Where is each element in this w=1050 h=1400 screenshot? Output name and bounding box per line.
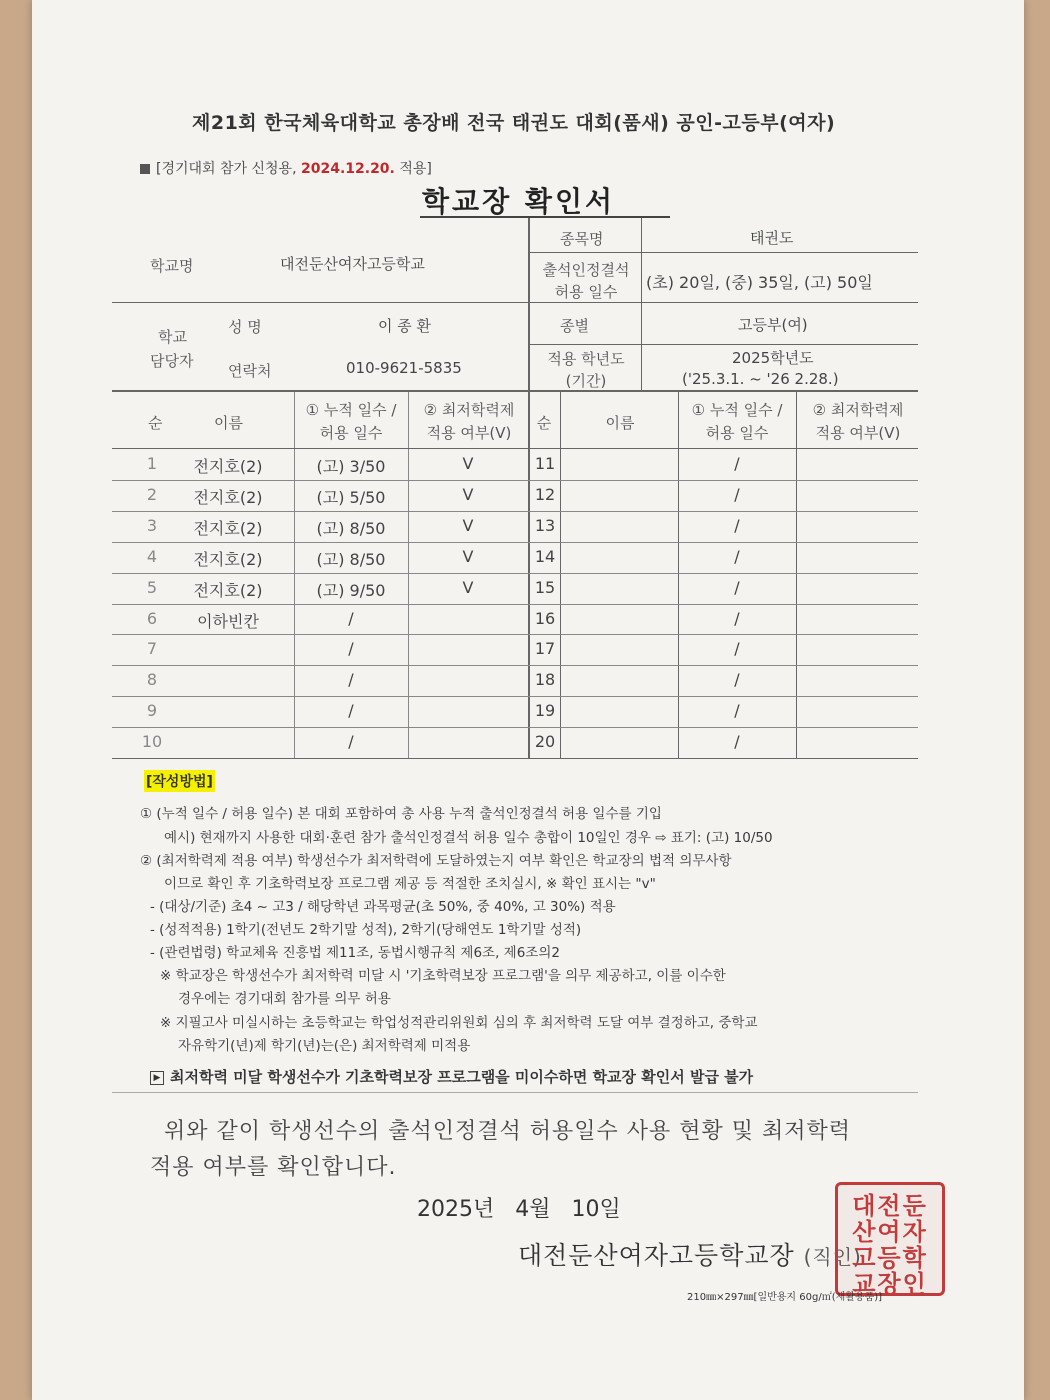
row-number: 6 xyxy=(146,609,158,628)
row-number: 5 xyxy=(146,578,158,597)
header-days-right-2: 허용 일수 xyxy=(705,424,769,442)
cumulative-days: / xyxy=(734,578,740,597)
instruction-line-8: ※ 학교장은 학생선수가 최저학력 미달 시 '기초학력보장 프로그램'을 의무 제공하고, 이를 이수한 xyxy=(160,968,726,984)
cumulative-days: / xyxy=(734,454,740,473)
staff-label-1: 학교 xyxy=(158,328,187,346)
row-number: 12 xyxy=(534,485,556,504)
name-value: 이 종 환 xyxy=(378,317,432,335)
student-name: 전지호(2) xyxy=(193,488,263,507)
row-divider xyxy=(112,727,918,728)
issue-date: 2025년 4월 10일 xyxy=(417,1197,621,1222)
header-no-left: 순 xyxy=(148,414,163,432)
school-name: 대전둔산여자고등학교 xyxy=(280,255,425,273)
confirmation-line-2: 적용 여부를 확인합니다. xyxy=(150,1155,397,1180)
allowed-value: (초) 20일, (중) 35일, (고) 50일 xyxy=(646,273,873,292)
row-number: 15 xyxy=(534,578,556,597)
instruction-line-6: - (성적적용) 1학기(전년도 2학기말 성적), 2학기(당해연도 1학기말 성적) xyxy=(150,922,582,938)
year-label-1: 적용 학년도 xyxy=(547,350,625,368)
row-divider xyxy=(112,511,918,512)
instruction-line-9: 경우에는 경기대회 참가를 의무 허용 xyxy=(178,991,391,1007)
min-academic-check: V xyxy=(462,547,474,566)
row-number: 11 xyxy=(534,454,556,473)
row-number: 17 xyxy=(534,639,556,658)
usage-date: 2024.12.20. xyxy=(300,161,395,177)
header-min-left-1: ② 최저학력제 xyxy=(423,401,515,419)
cumulative-days: / xyxy=(348,670,354,689)
cumulative-days: / xyxy=(734,485,740,504)
title-underline xyxy=(420,216,670,218)
document-page xyxy=(32,0,1024,1400)
row-number: 2 xyxy=(146,485,158,504)
cumulative-days: / xyxy=(734,732,740,751)
cumulative-days: / xyxy=(734,547,740,566)
division-value: 고등부(여) xyxy=(738,316,808,334)
header-days-left-1: ① 누적 일수 / xyxy=(305,401,397,419)
warning-line: ▶ 최저학력 미달 학생선수가 기초학력보장 프로그램을 미이수하면 학교장 확인서 발급 불가 xyxy=(150,1066,753,1087)
instruction-line-4: 이므로 확인 후 기초학력보장 프로그램 제공 등 적절한 조치실시, ※ 확인 표시는 "v" xyxy=(164,876,656,892)
event-label: 종목명 xyxy=(560,230,604,248)
cumulative-days: (고) 5/50 xyxy=(316,488,386,507)
row-number: 20 xyxy=(534,732,556,751)
row-number: 4 xyxy=(146,547,158,566)
cumulative-days: (고) 8/50 xyxy=(316,519,386,538)
cumulative-days: / xyxy=(734,670,740,689)
row-number: 3 xyxy=(146,516,158,535)
min-academic-check: V xyxy=(462,485,474,504)
instruction-line-10: ※ 지필고사 미실시하는 초등학교는 학업성적관리위원회 심의 후 최저학력 도달 여부 결정하고, 중학교 xyxy=(160,1015,758,1031)
header-min-right-2: 적용 여부(V) xyxy=(815,424,901,442)
row-number: 7 xyxy=(146,639,158,658)
student-name: 전지호(2) xyxy=(193,581,263,600)
row-divider xyxy=(112,634,918,635)
student-name: 전지호(2) xyxy=(193,519,263,538)
principal-signature-line: 대전둔산여자고등학교장 (직인) xyxy=(518,1241,862,1270)
min-academic-check: V xyxy=(462,516,474,535)
cumulative-days: (고) 8/50 xyxy=(316,550,386,569)
cumulative-days: (고) 9/50 xyxy=(316,581,386,600)
year-label-2: (기간) xyxy=(565,372,607,390)
row-divider xyxy=(112,573,918,574)
official-seal-label: (직인) xyxy=(803,1245,862,1269)
allowed-label-2: 허용 일수 xyxy=(554,283,618,301)
page-title: 학교장 확인서 xyxy=(422,185,616,218)
header-no-right: 순 xyxy=(536,414,552,432)
period-value: ('25.3.1. ~ '26 2.28.) xyxy=(682,370,839,388)
staff-label-2: 담당자 xyxy=(150,352,194,370)
min-academic-check: V xyxy=(462,578,474,597)
competition-title: 제21회 한국체육대학교 총장배 전국 태권도 대회(품새) 공인-고등부(여자) xyxy=(192,112,836,134)
row-divider xyxy=(112,696,918,697)
arrow-box-icon: ▶ xyxy=(150,1071,164,1085)
header-min-right-1: ② 최저학력제 xyxy=(812,401,904,419)
header-min-left-2: 적용 여부(V) xyxy=(426,424,512,442)
cumulative-days: (고) 3/50 xyxy=(316,457,386,476)
cumulative-days: / xyxy=(348,639,354,658)
square-bullet-icon xyxy=(140,164,150,174)
confirmation-line-1: 위와 같이 학생선수의 출석인정결석 허용일수 사용 현황 및 최저학력 xyxy=(164,1119,852,1144)
student-name: 이하빈칸 xyxy=(197,612,259,631)
row-divider xyxy=(112,480,918,481)
year-value: 2025학년도 xyxy=(732,349,814,367)
header-days-right-1: ① 누적 일수 / xyxy=(691,401,783,419)
row-number: 19 xyxy=(534,701,556,720)
row-number: 13 xyxy=(534,516,556,535)
row-divider xyxy=(112,758,918,759)
student-name: 전지호(2) xyxy=(193,457,263,476)
cumulative-days: / xyxy=(348,609,354,628)
paper-size-note: 210㎜×297㎜[일반용지 60g/㎡(재활용품)] xyxy=(687,1292,883,1303)
row-number: 10 xyxy=(141,732,163,751)
cumulative-days: / xyxy=(734,609,740,628)
name-label: 성 명 xyxy=(228,318,262,336)
row-number: 1 xyxy=(146,454,158,473)
min-academic-check: V xyxy=(462,454,474,473)
row-number: 18 xyxy=(534,670,556,689)
row-divider xyxy=(112,542,918,543)
event-value: 태권도 xyxy=(750,229,794,247)
row-divider xyxy=(112,665,918,666)
header-days-left-2: 허용 일수 xyxy=(319,424,383,442)
cumulative-days: / xyxy=(734,701,740,720)
official-seal-stamp: 대전둔산여자고등학교장인 xyxy=(835,1182,945,1296)
row-number: 16 xyxy=(534,609,556,628)
instruction-line-5: - (대상/기준) 초4 ~ 고3 / 해당학년 과목평균(초 50%, 중 40%, 고 30%) 적용 xyxy=(150,899,616,915)
header-name-left: 이름 xyxy=(214,414,243,432)
instructions-title: [작성방법] xyxy=(144,770,215,792)
cumulative-days: / xyxy=(734,516,740,535)
row-divider xyxy=(112,604,918,605)
instruction-line-2: 예시) 현재까지 사용한 대회·훈련 참가 출석인정결석 허용 일수 총합이 10일인 경우 ⇨ 표기: (고) 10/50 xyxy=(164,830,773,846)
instruction-line-1: ① (누적 일수 / 허용 일수) 본 대회 포함하여 총 사용 누적 출석인정결석 허용 일수를 기입 xyxy=(140,806,662,822)
row-number: 14 xyxy=(534,547,556,566)
header-name-right: 이름 xyxy=(605,414,635,432)
contact-value: 010-9621-5835 xyxy=(346,359,462,377)
usage-note: [경기대회 참가 신청용, 2024.12.20. 적용] xyxy=(140,158,432,178)
cumulative-days: / xyxy=(348,701,354,720)
row-number: 9 xyxy=(146,701,158,720)
instruction-line-11: 자유학기(년)제 학기(년)는(은) 최저학력제 미적용 xyxy=(178,1038,471,1054)
student-name: 전지호(2) xyxy=(193,550,263,569)
instruction-line-3: ② (최저학력제 적용 여부) 학생선수가 최저학력에 도달하였는지 여부 확인은 학교장의 법적 의무사항 xyxy=(140,853,732,869)
row-number: 8 xyxy=(146,670,158,689)
contact-label: 연락처 xyxy=(228,362,272,380)
cumulative-days: / xyxy=(734,639,740,658)
division-label: 종별 xyxy=(560,317,589,335)
allowed-label-1: 출석인정결석 xyxy=(542,261,630,279)
cumulative-days: / xyxy=(348,732,354,751)
instruction-line-7: - (관련법령) 학교체육 진흥법 제11조, 동법시행규칙 제6조, 제6조의2 xyxy=(150,945,560,961)
school-label: 학교명 xyxy=(150,257,194,275)
